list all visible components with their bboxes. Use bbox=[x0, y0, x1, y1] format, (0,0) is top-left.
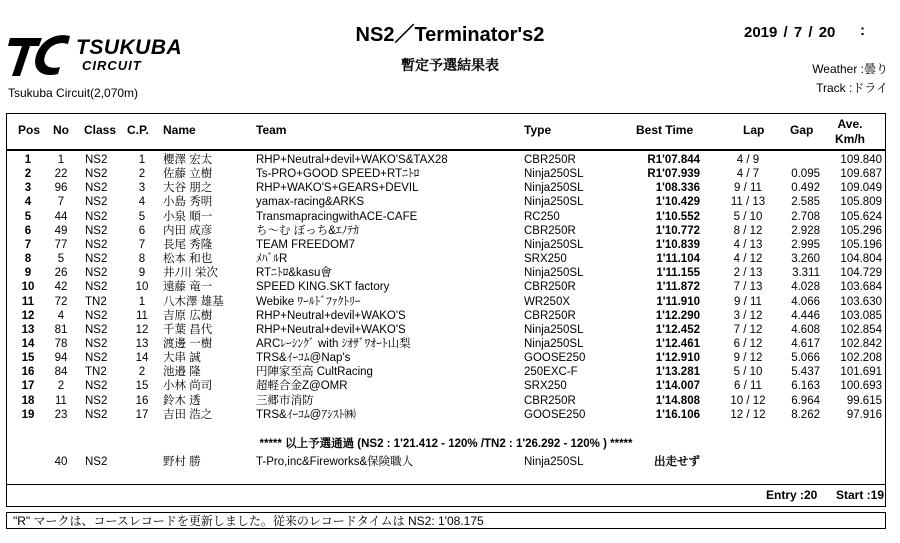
table-row bbox=[6, 365, 886, 379]
cell-cp: 11 bbox=[136, 309, 148, 322]
cell-no: 40 bbox=[54, 456, 68, 468]
cell-lap: 6 / 12 bbox=[733, 337, 763, 350]
start-count: Start :19 bbox=[836, 488, 885, 502]
record-note: "R" マークは、コースレコードを更新しました。従来のレコードタイムは NS2: 1'08.175 bbox=[6, 512, 886, 529]
cell-lap: 7 / 13 bbox=[733, 281, 763, 294]
header-class: Class bbox=[84, 123, 117, 137]
cell-no: 84 bbox=[54, 366, 68, 379]
cell-gap: 2.708 bbox=[791, 210, 820, 223]
cell-cp: 10 bbox=[135, 281, 149, 294]
table-row bbox=[6, 408, 886, 422]
cell-class: NS2 bbox=[85, 394, 108, 407]
cell-no: 44 bbox=[54, 210, 68, 223]
cell-ave: 104.804 bbox=[840, 253, 882, 266]
cell-name: 八木澤 雄基 bbox=[163, 295, 224, 308]
cell-team: SPEED KING.SKT factory bbox=[256, 281, 390, 294]
table-row bbox=[6, 238, 886, 252]
page-title: NS2／Terminator's2 bbox=[355, 24, 545, 46]
cell-cp: 4 bbox=[138, 196, 146, 209]
cell-no: 2 bbox=[57, 380, 65, 393]
cell-no: 49 bbox=[54, 224, 68, 237]
cell-class: NS2 bbox=[85, 182, 108, 195]
cell-pos: 15 bbox=[21, 352, 35, 365]
cell-pos: 11 bbox=[21, 295, 35, 308]
table-row bbox=[6, 280, 886, 294]
cell-lap: 4 / 12 bbox=[733, 253, 763, 266]
cell-type: Ninja250SL bbox=[524, 238, 584, 251]
cell-lap: 3 / 12 bbox=[733, 309, 763, 322]
cell-pos: 17 bbox=[21, 380, 35, 393]
cell-ave: 104.729 bbox=[840, 267, 882, 280]
cell-cp: 2 bbox=[138, 168, 146, 181]
cell-name: 池邉 隆 bbox=[163, 366, 201, 379]
cell-type: Ninja250SL bbox=[524, 337, 584, 350]
cell-type: CBR250R bbox=[524, 154, 576, 166]
cell-best: 1'11.104 bbox=[656, 253, 700, 266]
cell-no: 96 bbox=[54, 182, 68, 195]
cell-lap: 5 / 10 bbox=[733, 210, 763, 223]
cell-gap: 4.028 bbox=[791, 281, 820, 294]
cell-pos: 6 bbox=[24, 224, 32, 237]
cell-team: 超軽合金Z@OMR bbox=[256, 380, 348, 393]
cell-pos: 5 bbox=[24, 210, 32, 223]
cell-lap: 12 / 12 bbox=[730, 408, 766, 421]
cell-cp: 8 bbox=[138, 253, 146, 266]
cell-best: 1'12.910 bbox=[655, 352, 700, 365]
cell-no: 42 bbox=[54, 281, 68, 294]
cell-class: NS2 bbox=[85, 309, 108, 322]
header-name: Name bbox=[163, 123, 196, 137]
cell-best: 1'10.839 bbox=[655, 238, 700, 251]
cell-name: 長尾 秀隆 bbox=[163, 238, 213, 251]
table-row bbox=[6, 394, 886, 408]
cell-pos: 1 bbox=[24, 154, 32, 166]
cell-cp: 13 bbox=[135, 337, 149, 350]
track-info: Track :ドライ bbox=[816, 81, 888, 95]
cell-gap: 2.995 bbox=[791, 238, 820, 251]
cell-best: 1'12.461 bbox=[655, 337, 700, 350]
header-ave bbox=[820, 117, 880, 147]
cell-best: 1'14.007 bbox=[655, 380, 700, 393]
cell-class: NS2 bbox=[85, 352, 108, 365]
logo-subword: CIRCUIT bbox=[82, 58, 142, 73]
table-row bbox=[6, 266, 886, 280]
table-row bbox=[6, 379, 886, 393]
header-gap: Gap bbox=[790, 123, 814, 137]
cell-name: 大谷 朋之 bbox=[163, 182, 213, 195]
cell-team: TRS&ｲｰｺﾑ@ｱｼｽﾄ㈱ bbox=[256, 408, 356, 421]
cell-best: 1'10.429 bbox=[655, 196, 700, 209]
header-ave-label: Ave. bbox=[837, 117, 863, 131]
cell-name: 小泉 順一 bbox=[163, 210, 213, 223]
cell-lap: 9 / 12 bbox=[733, 352, 763, 365]
cell-pos: 19 bbox=[21, 408, 35, 421]
cell-name: 大串 誠 bbox=[163, 352, 201, 365]
cell-name: 渡邊 一樹 bbox=[163, 337, 213, 350]
cell-gap: 0.492 bbox=[791, 182, 820, 195]
cell-type: Ninja250SL bbox=[524, 168, 584, 181]
cell-gap: 4.608 bbox=[791, 323, 820, 336]
cell-pos: 4 bbox=[24, 196, 32, 209]
cell-no: 81 bbox=[54, 323, 68, 336]
cell-best: R1'07.844 bbox=[647, 154, 700, 166]
cell-cp: 14 bbox=[135, 352, 149, 365]
cell-pos: 16 bbox=[21, 366, 35, 379]
cell-type: Ninja250SL bbox=[524, 456, 584, 468]
table-row bbox=[6, 210, 886, 224]
cell-pos: 2 bbox=[24, 168, 32, 181]
cell-gap: 4.617 bbox=[791, 337, 820, 350]
cell-gap: 5.437 bbox=[791, 366, 820, 379]
header-pos: Pos bbox=[18, 123, 41, 137]
cell-name: 松本 和也 bbox=[163, 253, 213, 266]
header-divider bbox=[6, 149, 886, 151]
cell-team: RTﾆﾄﾛ&kasu會 bbox=[256, 267, 332, 280]
cell-lap: 4 / 7 bbox=[736, 168, 760, 181]
cell-class: NS2 bbox=[85, 281, 108, 294]
cell-ave: 102.842 bbox=[840, 337, 882, 350]
cell-gap: 3.311 bbox=[792, 267, 820, 280]
cell-name: 鈴木 透 bbox=[163, 394, 201, 407]
cell-class: NS2 bbox=[85, 196, 108, 209]
cell-lap: 7 / 12 bbox=[733, 323, 763, 336]
table-row bbox=[6, 167, 886, 181]
cell-name: 櫻澤 宏太 bbox=[163, 154, 213, 166]
cell-best: 1'14.808 bbox=[655, 394, 700, 407]
cell-type: CBR250R bbox=[524, 309, 576, 322]
cell-ave: 109.049 bbox=[840, 182, 882, 195]
cell-best: 1'11.910 bbox=[656, 295, 700, 308]
cell-type: 250EXC-F bbox=[524, 366, 578, 379]
cell-name: 野村 勝 bbox=[163, 456, 201, 468]
cell-lap: 10 / 12 bbox=[730, 394, 766, 407]
cell-type: GOOSE250 bbox=[524, 352, 586, 365]
cell-team: 三郷市消防 bbox=[256, 394, 314, 407]
table-row bbox=[6, 224, 886, 238]
cell-no: 77 bbox=[54, 238, 68, 251]
cell-class: NS2 bbox=[85, 323, 108, 336]
header-ave-unit: Km/h bbox=[835, 132, 865, 146]
cell-gap: 4.066 bbox=[791, 295, 820, 308]
cell-best: 1'12.452 bbox=[655, 323, 700, 336]
table-row bbox=[6, 153, 886, 167]
cell-pos: 9 bbox=[24, 267, 32, 280]
cell-gap: 5.066 bbox=[791, 352, 820, 365]
table-row bbox=[6, 337, 886, 351]
cell-ave: 99.615 bbox=[846, 394, 882, 407]
dns-row bbox=[6, 455, 886, 469]
cell-team: TEAM FREEDOM7 bbox=[256, 238, 356, 251]
cell-cp: 15 bbox=[135, 380, 149, 393]
cell-lap: 4 / 13 bbox=[733, 238, 763, 251]
cell-no: 23 bbox=[54, 408, 68, 421]
cell-name: 佐藤 立樹 bbox=[163, 168, 213, 181]
weather-info: Weather :曇り bbox=[812, 62, 888, 76]
table-row bbox=[6, 295, 886, 309]
cell-no: 72 bbox=[54, 295, 68, 308]
cell-class: TN2 bbox=[85, 366, 107, 379]
cell-cp: 2 bbox=[138, 366, 146, 379]
table-row bbox=[6, 181, 886, 195]
cell-class: NS2 bbox=[85, 408, 108, 421]
cell-name: 井ﾉ川 栄次 bbox=[163, 267, 218, 280]
event-date: 2019 / 7 / 20 bbox=[744, 24, 836, 41]
cell-lap: 5 / 10 bbox=[733, 366, 763, 379]
cell-type: CBR250R bbox=[524, 224, 576, 237]
cell-pos: 14 bbox=[21, 337, 35, 350]
cell-cp: 16 bbox=[135, 394, 149, 407]
cell-ave: 102.208 bbox=[840, 352, 882, 365]
cell-cp: 1 bbox=[138, 154, 146, 166]
cell-class: NS2 bbox=[85, 210, 108, 223]
cell-team: yamax-racing&ARKS bbox=[256, 196, 365, 209]
cell-gap: 6.163 bbox=[791, 380, 820, 393]
cell-no: 94 bbox=[54, 352, 68, 365]
cell-ave: 105.809 bbox=[840, 196, 882, 209]
cell-type: CBR250R bbox=[524, 394, 576, 407]
cell-class: NS2 bbox=[85, 238, 108, 251]
table-row bbox=[6, 351, 886, 365]
header-no: No bbox=[53, 123, 69, 137]
cell-best: 出走せず bbox=[654, 456, 700, 468]
cell-ave: 109.840 bbox=[840, 154, 882, 166]
cell-type: WR250X bbox=[524, 295, 571, 308]
cell-lap: 2 / 13 bbox=[733, 267, 763, 280]
cell-type: Ninja250SL bbox=[524, 267, 584, 280]
circuit-name: Tsukuba Circuit(2,070m) bbox=[8, 86, 139, 100]
cell-team: TRS&ｲｰｺﾑ@Nap's bbox=[256, 352, 351, 365]
cell-pos: 10 bbox=[21, 281, 35, 294]
cell-name: 千葉 昌代 bbox=[163, 323, 213, 336]
cell-class: NS2 bbox=[85, 168, 108, 181]
cell-name: 内田 成彦 bbox=[163, 224, 213, 237]
cell-no: 11 bbox=[55, 394, 67, 407]
cell-type: SRX250 bbox=[524, 253, 567, 266]
cell-cp: 3 bbox=[138, 182, 146, 195]
cell-type: Ninja250SL bbox=[524, 196, 584, 209]
cell-no: 78 bbox=[54, 337, 68, 350]
cell-team: 円陣家至高 CultRacing bbox=[256, 366, 373, 379]
cell-type: CBR250R bbox=[524, 281, 576, 294]
cell-gap: 8.262 bbox=[791, 408, 820, 421]
cell-team: RHP+Neutral+devil+WAKO'S bbox=[256, 323, 406, 336]
cell-ave: 103.630 bbox=[840, 295, 882, 308]
cell-best: 1'12.290 bbox=[655, 309, 700, 322]
cell-class: NS2 bbox=[85, 224, 108, 237]
logo-wordmark: TSUKUBA bbox=[76, 36, 183, 59]
cell-team: RHP+WAKO'S+GEARS+DEVIL bbox=[256, 182, 419, 195]
cell-team: RHP+Neutral+devil+WAKO'S bbox=[256, 309, 406, 322]
cell-name: 小島 秀明 bbox=[163, 196, 213, 209]
cell-team: T-Pro,inc&Fireworks&保険職人 bbox=[256, 456, 414, 468]
cell-class: NS2 bbox=[85, 337, 108, 350]
cell-pos: 18 bbox=[21, 394, 35, 407]
cell-no: 26 bbox=[54, 267, 68, 280]
qualifying-cutoff: ***** 以上予選通過 (NS2 : 1'21.412 - 120% /TN2 : 1'26.292 - 120% ) ***** bbox=[259, 438, 633, 450]
cell-best: 1'16.106 bbox=[655, 408, 700, 421]
cell-no: 5 bbox=[57, 253, 65, 266]
cell-lap: 8 / 12 bbox=[733, 224, 763, 237]
cell-best: 1'08.336 bbox=[655, 182, 700, 195]
cell-name: 遠藤 竜一 bbox=[163, 281, 213, 294]
cell-gap: 6.964 bbox=[791, 394, 820, 407]
cell-ave: 103.684 bbox=[840, 281, 882, 294]
cell-no: 4 bbox=[57, 309, 65, 322]
cell-gap: 2.928 bbox=[791, 224, 820, 237]
cell-best: 1'11.155 bbox=[656, 267, 700, 280]
entry-count: Entry :20 bbox=[766, 488, 818, 502]
header-team: Team bbox=[256, 123, 287, 137]
cell-best: 1'11.872 bbox=[656, 281, 700, 294]
cell-ave: 100.693 bbox=[840, 380, 882, 393]
cell-team: Webike ﾜｰﾙﾄﾞﾌｧｸﾄﾘｰ bbox=[256, 295, 361, 308]
footer-divider bbox=[6, 484, 886, 485]
table-row bbox=[6, 309, 886, 323]
cell-ave: 105.296 bbox=[840, 224, 882, 237]
cell-no: 22 bbox=[54, 168, 68, 181]
cell-no: 1 bbox=[57, 154, 65, 166]
cell-lap: 9 / 11 bbox=[734, 295, 762, 308]
cell-name: 小林 尚司 bbox=[163, 380, 213, 393]
cell-lap: 11 / 13 bbox=[730, 196, 766, 209]
cell-class: NS2 bbox=[85, 253, 108, 266]
cell-cp: 17 bbox=[135, 408, 149, 421]
cell-gap: 4.446 bbox=[791, 309, 820, 322]
cell-type: GOOSE250 bbox=[524, 408, 586, 421]
cell-type: RC250 bbox=[524, 210, 560, 223]
header-best-time: Best Time bbox=[636, 123, 694, 137]
cell-class: NS2 bbox=[85, 267, 108, 280]
cell-ave: 97.916 bbox=[846, 408, 882, 421]
cell-type: SRX250 bbox=[524, 380, 567, 393]
cell-class: TN2 bbox=[85, 295, 107, 308]
cell-ave: 101.691 bbox=[840, 366, 882, 379]
cell-type: Ninja250SL bbox=[524, 182, 584, 195]
cell-cp: 9 bbox=[138, 267, 146, 280]
cell-ave: 105.624 bbox=[840, 210, 882, 223]
cell-pos: 13 bbox=[21, 323, 35, 336]
cell-pos: 8 bbox=[24, 253, 32, 266]
cell-lap: 4 / 9 bbox=[736, 154, 760, 166]
cell-best: 1'10.552 bbox=[655, 210, 700, 223]
cell-gap: 3.260 bbox=[791, 253, 820, 266]
cell-lap: 6 / 11 bbox=[734, 380, 762, 393]
cell-type: Ninja250SL bbox=[524, 323, 584, 336]
table-row bbox=[6, 195, 886, 209]
table-row bbox=[6, 252, 886, 266]
cell-team: TransmapracingwithACE-CAFE bbox=[256, 210, 418, 223]
cell-cp: 12 bbox=[135, 323, 149, 336]
cell-team: ﾒﾊﾞﾙR bbox=[256, 253, 288, 266]
cell-team: ち～む ぼっち&ｴﾉﾃｶ bbox=[256, 224, 359, 237]
cell-best: 1'10.772 bbox=[655, 224, 700, 237]
cell-best: R1'07.939 bbox=[647, 168, 700, 181]
cell-gap: 0.095 bbox=[791, 168, 820, 181]
cell-cp: 6 bbox=[138, 224, 146, 237]
cell-cp: 5 bbox=[138, 210, 146, 223]
cell-name: 吉田 浩之 bbox=[163, 408, 213, 421]
cell-ave: 109.687 bbox=[840, 168, 882, 181]
cell-ave: 103.085 bbox=[840, 309, 882, 322]
cell-class: NS2 bbox=[85, 380, 108, 393]
cell-team: ARCﾚｰｼﾝｸﾞ with ｼｵｻﾞﾜｵｰﾄ山梨 bbox=[256, 337, 411, 350]
cell-lap: 9 / 11 bbox=[734, 182, 762, 195]
cell-ave: 102.854 bbox=[840, 323, 882, 336]
page-subtitle: 暫定予選結果表 bbox=[401, 57, 499, 73]
cell-no: 7 bbox=[57, 196, 65, 209]
header-lap: Lap bbox=[743, 123, 765, 137]
cell-cp: 1 bbox=[138, 295, 146, 308]
cell-pos: 7 bbox=[24, 238, 32, 251]
time-placeholder: : bbox=[860, 22, 865, 39]
cell-ave: 105.196 bbox=[840, 238, 882, 251]
cell-class: NS2 bbox=[85, 456, 108, 468]
cell-name: 吉原 広樹 bbox=[163, 309, 213, 322]
cell-pos: 3 bbox=[24, 182, 32, 195]
header-type: Type bbox=[524, 123, 552, 137]
table-row bbox=[6, 323, 886, 337]
cell-class: NS2 bbox=[85, 154, 108, 166]
cell-gap: 2.585 bbox=[791, 196, 820, 209]
header-cp: C.P. bbox=[127, 123, 149, 137]
cell-team: Ts-PRO+GOOD SPEED+RTﾆﾄﾛ bbox=[256, 168, 420, 181]
cell-cp: 7 bbox=[138, 238, 146, 251]
cell-team: RHP+Neutral+devil+WAKO'S&TAX28 bbox=[256, 154, 448, 166]
cell-pos: 12 bbox=[21, 309, 35, 322]
cell-best: 1'13.281 bbox=[655, 366, 700, 379]
